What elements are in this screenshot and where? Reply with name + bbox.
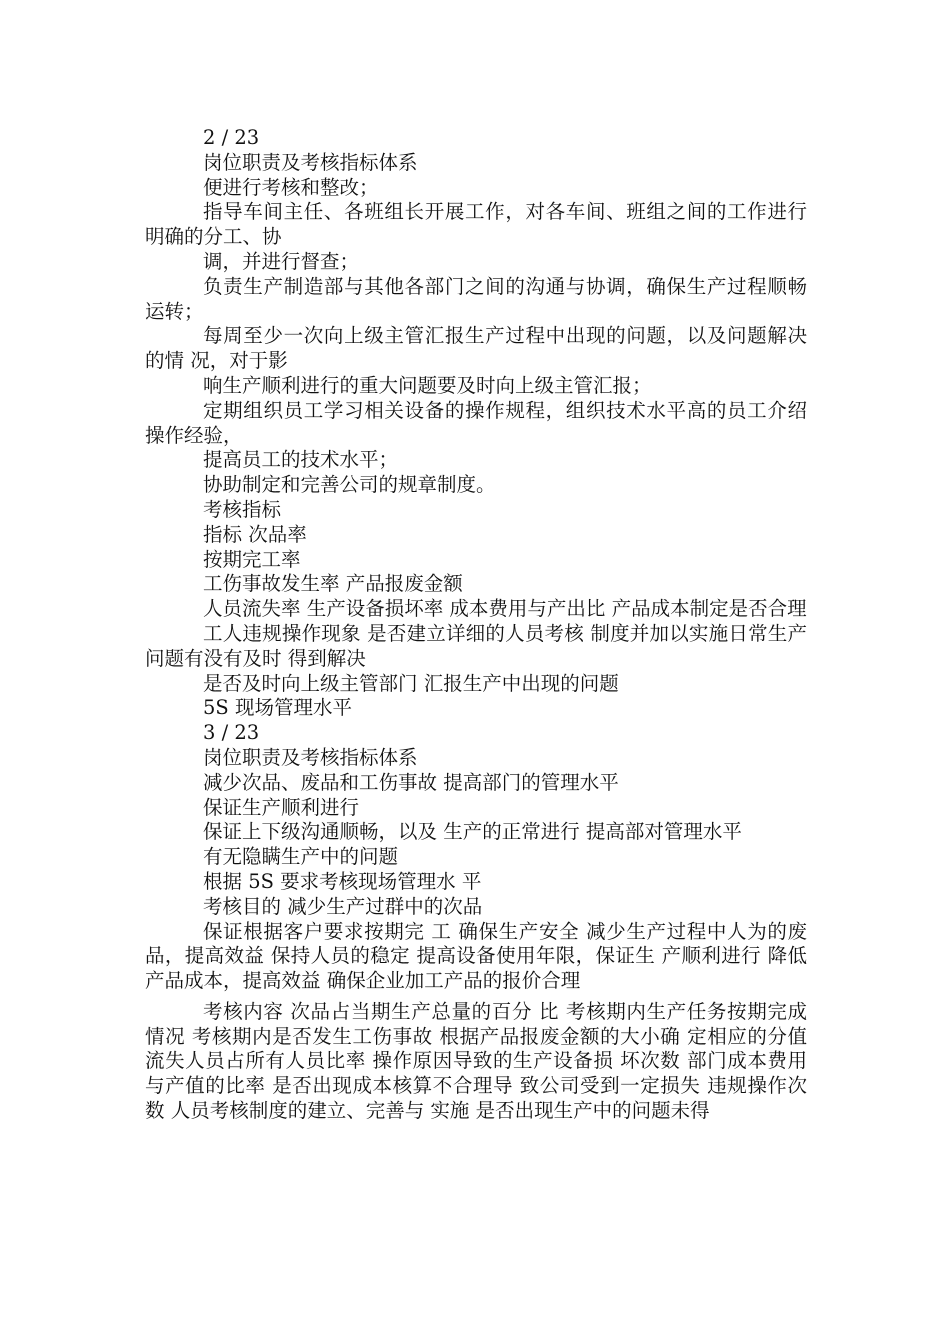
page-number: 2 / 23 [203,126,260,149]
indicator-line: 按期完工率 [203,547,301,571]
indicator-line: 人员流失率 生产设备损坏率 成本费用与产出比 产品成本制定是否合理 [203,597,807,621]
paragraph: 根据 5S 要求考核现场管理水 平 [203,869,482,893]
indicator-line: 工伤事故发生率 产品报废金额 [203,572,463,596]
paragraph: 每周至少一次向上级主管汇报生产过程中出现的问题，以及问题解决的情 况，对于影 [145,324,807,373]
document-page [145,126,807,1124]
document-heading: 岗位职责及考核指标体系 [203,150,418,174]
paragraph: 保证上下级沟通顺畅，以及 生产的正常进行 提高部对管理水平 [203,820,742,844]
indicator-line: 工人违规操作现象 是否建立详细的人员考核 制度并加以实施日常生产问题有没有及时 得到解决 [145,621,807,670]
paragraph: 调，并进行督查； [203,249,360,273]
paragraph: 定期组织员工学习相关设备的操作规程，组织技术水平高的员工介绍操作经验， [145,398,807,447]
paragraph: 响生产顺利进行的重大问题要及时向上级主管汇报； [203,373,652,397]
assessment-content-paragraph: 考核内容 次品占当期生产总量的百分 比 考核期内生产任务按期完成 情况 考核期内是否发生工伤事故 根据产品报废金额的大小确 定相应的分值 流失人员占所有人员比率 操作原因导致的生产设备损 坏次数 部门成本费用与产值的比率 是否出现成本核算不合理导 致公司受到一定损失 违规操作次数 人员考核制度的建立、完善与 实施 是否出现生产中的问题未得 [145,999,807,1123]
paragraph: 考核目的 减少生产过群中的次品 [203,894,483,918]
paragraph: 负责生产制造部与其他各部门之间的沟通与协调，确保生产过程顺畅运转； [145,274,807,323]
paragraph: 减少次品、废品和工伤事故 提高部门的管理水平 [203,770,619,794]
paragraph: 提高员工的技术水平； [203,448,399,472]
page-number: 3 / 23 [203,721,260,745]
paragraph: 便进行考核和整改； [203,175,379,199]
paragraph: 协助制定和完善公司的规章制度。 [203,473,496,497]
paragraph: 保证生产顺利进行 [203,795,360,819]
indicator-line: 5S 现场管理水平 [203,696,352,720]
section-heading: 考核指标 [203,497,282,521]
assessment-purpose-paragraph: 保证根据客户要求按期完 工 确保生产安全 减少生产过程中人为的废 品，提高效益 保持人员的稳定 提高设备使用年限，保证生 产顺利进行 降低产品成本，提高效益 确保企业加工产品的报价合理 [145,919,807,993]
document-heading: 岗位职责及考核指标体系 [203,745,418,769]
paragraph: 指导车间主任、各班组长开展工作，对各车间、班组之间的工作进行明确的分工、协 [145,200,807,249]
indicator-line: 指标 次品率 [203,522,307,546]
indicator-line: 是否及时向上级主管部门 汇报生产中出现的问题 [203,671,619,695]
paragraph: 有无隐瞒生产中的问题 [203,845,399,869]
